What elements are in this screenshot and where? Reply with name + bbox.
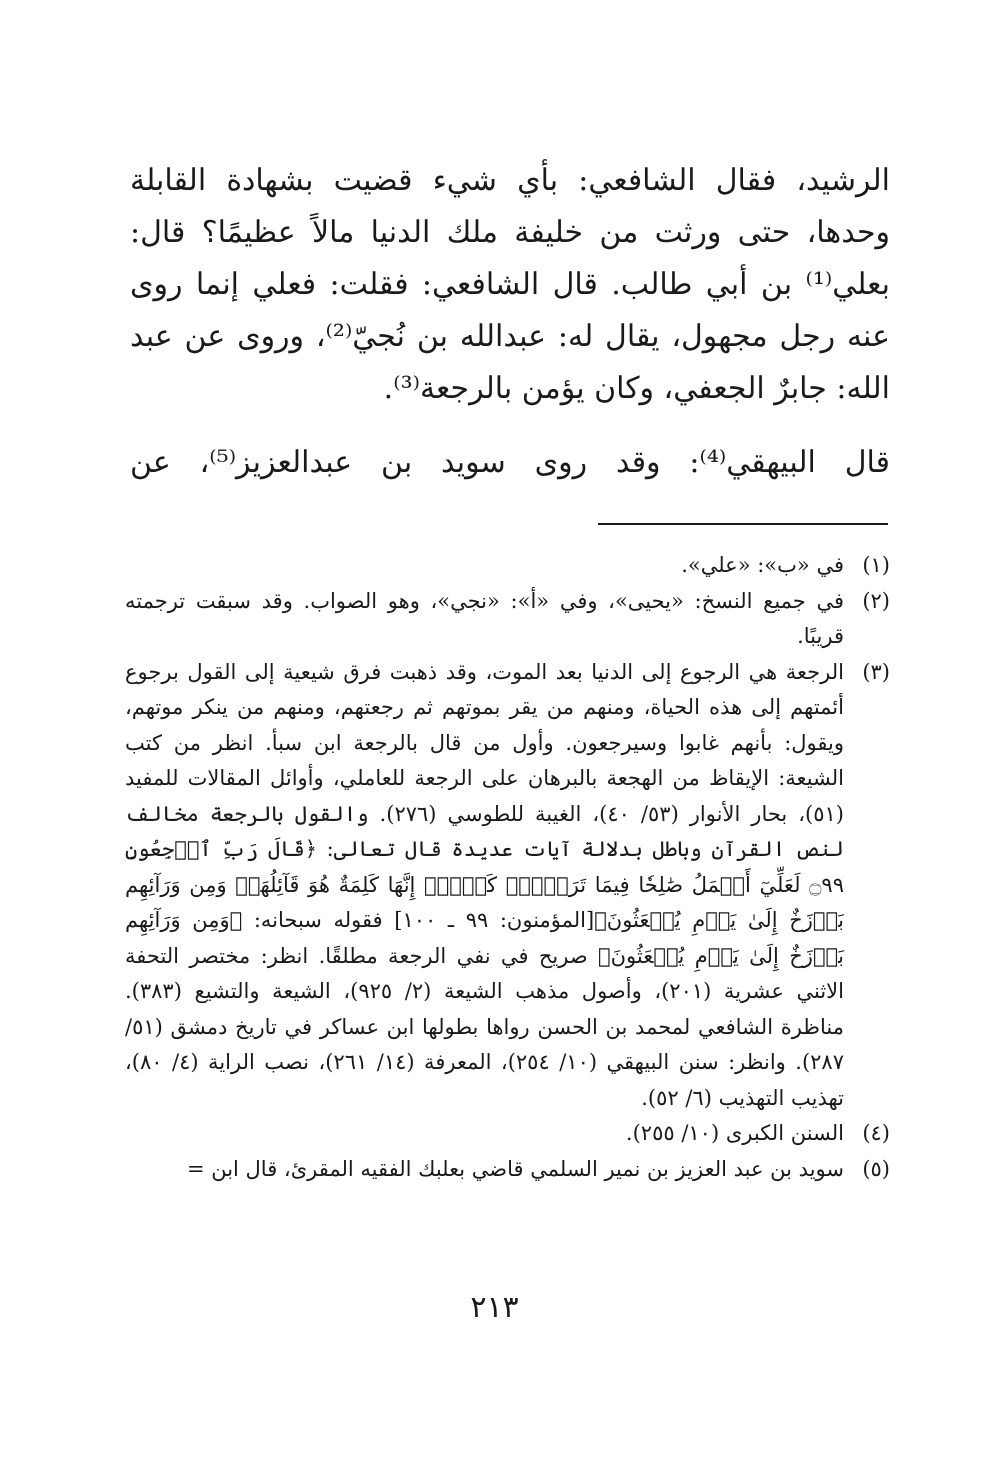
footnote-number: (١) <box>862 553 890 577</box>
footnote-number: (٣) <box>862 659 890 684</box>
footnote-text: في «ب»: «علي». <box>681 553 844 577</box>
footnote-text: في جميع النسخ: «يحيى»، وفي «أ»: «نجي»، وهو الصواب. وقد سبقت ترجمته قريبًا. <box>125 588 844 648</box>
footnote-number: (٢) <box>862 588 890 613</box>
footnote-number: (٥) <box>862 1156 890 1181</box>
footnote-1 <box>125 548 890 584</box>
footnote-number: (٤) <box>862 1121 890 1145</box>
page-number: ٢١٣ <box>470 1290 519 1325</box>
footnote-text: سويد بن عبد العزيز بن نمير السلمي قاضي بعلبك الفقيه المقرئ، قال ابن = <box>186 1156 844 1181</box>
footnote-2 <box>125 584 890 655</box>
paragraph-1: الرشيد، فقال الشافعي: بأي شيء قضيت بشهادة القابلة وحدها، حتى ورثت من خليفة ملك الدنيا مالاً عظيمًا؟ قال: بعلي⁽¹⁾ بن أبي طالب. قال الشافعي: فقلت: فعلي إنما روى عنه رجل مجهول، يقال له: عبدالله بن نُجيّ⁽²⁾، وروى عن عبد الله: جابرٌ الجعفي، وكان يؤمن بالرجعة⁽³⁾. <box>130 163 890 406</box>
footnote-text: الرجعة هي الرجوع إلى الدنيا بعد الموت، وقد ذهبت فرق شيعية إلى القول برجوع أئمتهم إلى هذه الحياة، ومنهم من يقر بموتهم ثم رجعتهم، ومنهم من ينكر موتهم، ويقول: بأنهم غابوا وسيرجعون. وأول من قال بالرجعة ابن سبأ. انظر من كتب الشيعة: الإيقاظ من الهجعة بالبرهان على الرجعة للعاملي، وأوائل المقالات للمفيد (٥١)، بحار الأنوار (٥٣/ ٤٠)، الغيبة للطوسي (٢٧٦). والقول بالرجعة مخالف لنص القرآن وباطل بدلالة آيات عديدة قال تعالى: ﴿قَالَ رَبِّ ٱرۡجِعُونِ ۝٩٩ لَعَلِّيٓ أَعۡمَلُ صَٰلِحٗا فِيمَا تَرَكۡتُۚ كَلَّآۚ إِنَّهَا كَلِمَةٌ هُوَ قَآئِلُهَاۖ وَمِن وَرَآئِهِم بَرۡزَخٌ إِلَىٰ يَوۡمِ يُبۡعَثُونَ﴾[المؤمنون: ٩٩ ـ ١٠٠] فقوله سبحانه: ﴿وَمِن وَرَآئِهِم بَرۡزَخٌ إِلَىٰ يَوۡمِ يُبۡعَثُونَ﴾ صريح في نفي الرجعة مطلقًا. انظر: مختصر التحفة الاثني عشرية (٢٠١)، وأصول مذهب الشيعة (٢/ ٩٢٥)، الشيعة والتشيع (٣٨٣). مناظرة الشافعي لمحمد بن الحسن رواها بطولها ابن عساكر في تاريخ دمشق (٥١/ ٢٨٧). وانظر: سنن البيهقي (١٠/ ٢٥٤)، المعرفة (١٤/ ٢٦١)، نصب الراية (٤/ ٨٠)، تهذيب التهذيب (٦/ ٥٢). <box>125 659 844 1110</box>
footnotes <box>125 548 890 1187</box>
main-text <box>130 155 890 489</box>
paragraph-2: قال البيهقي⁽⁴⁾: وقد روى سويد بن عبدالعزيز⁽⁵⁾، عن <box>130 445 891 480</box>
footnote-4 <box>125 1116 890 1152</box>
footnote-3 <box>125 655 890 1117</box>
footnote-separator <box>598 523 888 525</box>
footnote-5 <box>125 1152 890 1188</box>
footnote-text: السنن الكبرى (١٠/ ٢٥٥). <box>625 1121 844 1145</box>
